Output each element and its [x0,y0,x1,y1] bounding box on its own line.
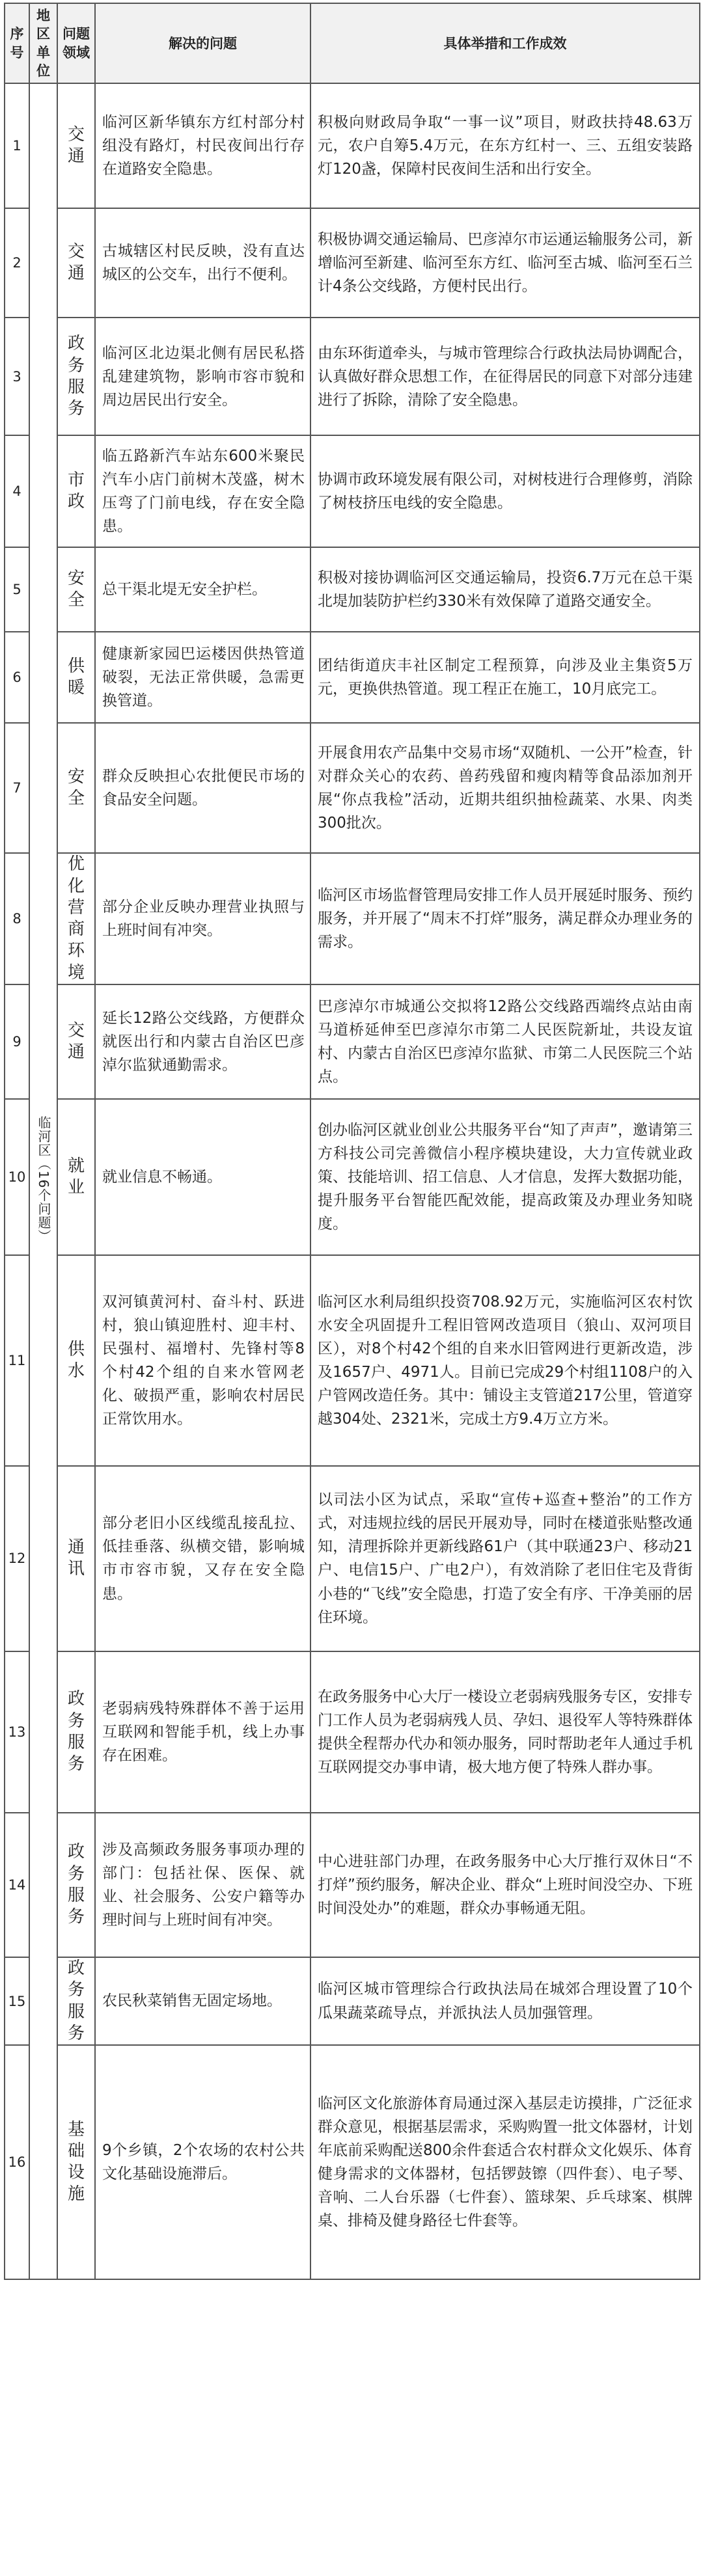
row-no: 11 [5,1255,29,1466]
row-measure: 临河区城市管理综合行政执法局在城郊合理设置了10个瓜果蔬菜疏导点，并派执法人员加强管理。 [310,1957,700,2045]
row-measure: 临河区文化旅游体育局通过深入基层走访摸排，广泛征求群众意见，根据基层需求，采购购置一批文体器材，计划年底前采购配送800余件套适合农村群众文化娱乐、体育健身需求的文体器材，包括锣鼓镲（四件套）、电子琴、音响、二人台乐器（七件套）、篮球架、乒乓球案、棋牌桌、排椅及健身路径七件套等。 [310,2045,700,2279]
table-row [5,1466,700,1651]
row-field: 政务服务 [57,1651,95,1813]
row-field: 政务服务 [57,1957,95,2045]
row-problem: 9个乡镇，2个农场的农村公共文化基础设施滞后。 [95,2045,310,2279]
table-row [5,632,700,723]
table-row [5,547,700,632]
row-measure: 临河区市场监督管理局安排工作人员开展延时服务、预约服务，并开展了“周末不打烊”服务，满足群众办理业务的需求。 [310,853,700,984]
row-field: 交通 [57,83,95,208]
unit-cell [29,83,57,2279]
row-problem: 临河区北边渠北侧有居民私搭乱建建筑物，影响市容市貌和周边居民出行安全。 [95,318,310,435]
row-problem: 临河区新华镇东方红村部分村组没有路灯，村民夜间出行存在道路安全隐患。 [95,83,310,208]
table-row [5,1957,700,2045]
row-problem: 就业信息不畅通。 [95,1099,310,1255]
header-problem: 解决的问题 [95,3,310,83]
row-measure: 临河区水利局组织投资708.92万元，实施临河区农村饮水安全巩固提升工程旧管网改造项目（狼山、双河项目区），对8个村42个组的自来水旧管网进行更新改造，涉及1657户、4971人。目前已完成29个村组1108户的入户管网改造任务。其中：铺设主支管道217公里，管道穿越304处、2321米，完成土方9.4万立方米。 [310,1255,700,1466]
row-field: 通讯 [57,1466,95,1651]
row-no: 6 [5,632,29,723]
header-measure: 具体举措和工作成效 [310,3,700,83]
row-no: 16 [5,2045,29,2279]
table-row [5,1099,700,1255]
unit-label: 临河区（16个问题） [36,1115,51,1243]
row-measure: 开展食用农产品集中交易市场“双随机、一公开”检查，针对群众关心的农药、兽药残留和瘦肉精等食品添加剂开展“你点我检”活动，近期共组织抽检蔬菜、水果、肉类300批次。 [310,723,700,853]
table-row [5,1813,700,1957]
table-row [5,984,700,1099]
header-row [5,3,700,83]
row-problem: 部分企业反映办理营业执照与上班时间有冲突。 [95,853,310,984]
row-no: 9 [5,984,29,1099]
row-measure: 中心进驻部门办理，在政务服务中心大厅推行双休日“不打烊”预约服务，解决企业、群众“上班时间没空办、下班时间没处办”的难题，群众办事畅通无阻。 [310,1813,700,1957]
row-field: 基础设施 [57,2045,95,2279]
row-measure: 由东环街道牵头，与城市管理综合行政执法局协调配合，认真做好群众思想工作，在征得居民的同意下对部分违建进行了拆除，清除了安全隐患。 [310,318,700,435]
row-measure: 在政务服务中心大厅一楼设立老弱病残服务专区，安排专门工作人员为老弱病残人员、孕妇、退役军人等特殊群体提供全程帮办代办和领办服务，同时帮助老年人通过手机互联网提交办事申请，极大地方便了特殊人群办事。 [310,1651,700,1813]
header-no: 序号 [5,3,29,83]
row-problem: 部分老旧小区线缆乱接乱拉、低挂垂落、纵横交错，影响城市市容市貌，又存在安全隐患。 [95,1466,310,1651]
header-unit: 地区单位 [29,3,57,83]
table-row [5,318,700,435]
table-row [5,435,700,547]
header-field: 问题领域 [57,3,95,83]
table-row [5,723,700,853]
row-no: 1 [5,83,29,208]
row-measure: 积极对接协调临河区交通运输局，投资6.7万元在总干渠北堤加装防护栏约330米有效保障了道路交通安全。 [310,547,700,632]
row-field: 就业 [57,1099,95,1255]
table-row [5,1255,700,1466]
row-no: 4 [5,435,29,547]
row-no: 14 [5,1813,29,1957]
issues-table [4,3,700,2280]
row-no: 10 [5,1099,29,1255]
row-no: 3 [5,318,29,435]
table-row [5,83,700,208]
table-row [5,853,700,984]
row-no: 13 [5,1651,29,1813]
row-measure: 团结街道庆丰社区制定工程预算，向涉及业主集资5万元，更换供热管道。现工程正在施工，10月底完工。 [310,632,700,723]
row-no: 8 [5,853,29,984]
row-field: 交通 [57,984,95,1099]
row-no: 15 [5,1957,29,2045]
row-no: 2 [5,208,29,318]
row-measure: 协调市政环境发展有限公司，对树枝进行合理修剪，消除了树枝挤压电线的安全隐患。 [310,435,700,547]
row-measure: 创办临河区就业创业公共服务平台“知了声声”，邀请第三方科技公司完善微信小程序模块建设，大力宣传就业政策、技能培训、招工信息、人才信息，发挥大数据功能，提升服务平台智能匹配效能，提高政策及办理业务知晓度。 [310,1099,700,1255]
row-field: 安全 [57,547,95,632]
row-field: 优化营商环境 [57,853,95,984]
row-field: 交通 [57,208,95,318]
row-field: 供水 [57,1255,95,1466]
row-problem: 健康新家园巴运楼因供热管道破裂，无法正常供暖，急需更换管道。 [95,632,310,723]
row-problem: 老弱病残特殊群体不善于运用互联网和智能手机，线上办事存在困难。 [95,1651,310,1813]
table-row [5,1651,700,1813]
row-problem: 延长12路公交线路，方便群众就医出行和内蒙古自治区巴彦淖尔监狱通勤需求。 [95,984,310,1099]
table-row [5,2045,700,2279]
row-field: 供暖 [57,632,95,723]
row-no: 5 [5,547,29,632]
row-measure: 巴彦淖尔市城通公交拟将12路公交线路西端终点站由南马道桥延伸至巴彦淖尔市第二人民医院新址，共设友谊村、内蒙古自治区巴彦淖尔监狱、市第二人民医院三个站点。 [310,984,700,1099]
row-field: 政务服务 [57,318,95,435]
row-no: 12 [5,1466,29,1651]
row-no: 7 [5,723,29,853]
row-problem: 涉及高频政务服务事项办理的部门：包括社保、医保、就业、社会服务、公安户籍等办理时间与上班时间有冲突。 [95,1813,310,1957]
table-container [4,3,699,2573]
row-field: 安全 [57,723,95,853]
table-row [5,208,700,318]
row-problem: 古城辖区村民反映，没有直达城区的公交车，出行不便利。 [95,208,310,318]
row-measure: 积极协调交通运输局、巴彦淖尔市运通运输服务公司，新增临河至新建、临河至东方红、临河至古城、临河至石兰计4条公交线路，方便村民出行。 [310,208,700,318]
row-field: 政务服务 [57,1813,95,1957]
row-measure: 以司法小区为试点，采取“宣传+巡查+整治”的工作方式，对违规拉线的居民开展劝导，同时在楼道张贴整改通知，清理拆除并更新线路61户（其中联通23户、移动21户、电信15户、广电2户），有效消除了老旧住宅及背街小巷的“飞线”安全隐患，打造了安全有序、干净美丽的居住环境。 [310,1466,700,1651]
row-problem: 农民秋菜销售无固定场地。 [95,1957,310,2045]
row-problem: 双河镇黄河村、奋斗村、跃进村，狼山镇迎胜村、迎丰村、民强村、福增村、先锋村等8个村42个组的自来水管网老化、破损严重，影响农村居民正常饮用水。 [95,1255,310,1466]
row-problem: 群众反映担心农批便民市场的食品安全问题。 [95,723,310,853]
row-measure: 积极向财政局争取“一事一议”项目，财政扶持48.63万元，农户自筹5.4万元，在东方红村一、三、五组安装路灯120盏，保障村民夜间生活和出行安全。 [310,83,700,208]
row-field: 市政 [57,435,95,547]
row-problem: 临五路新汽车站东600米聚民汽车小店门前树木茂盛，树木压弯了门前电线，存在安全隐患。 [95,435,310,547]
row-problem: 总干渠北堤无安全护栏。 [95,547,310,632]
